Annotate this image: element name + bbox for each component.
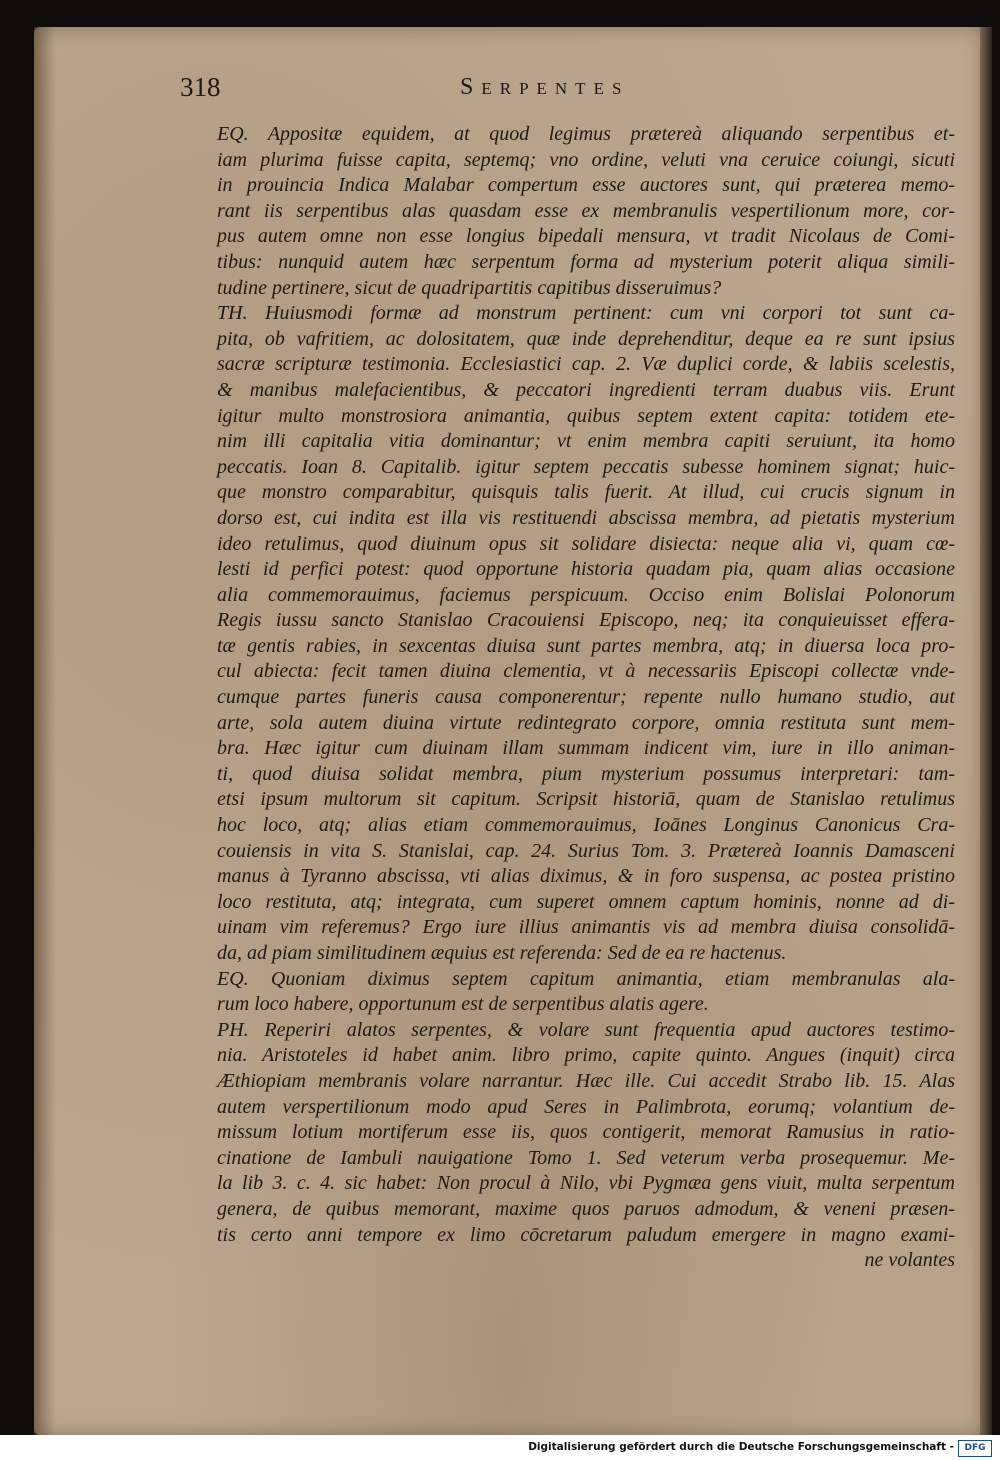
text-line: TH. Huiusmodi formæ ad monstrum pertinent: cum vni corpori tot sunt ca-	[217, 302, 955, 325]
text-line: la lib 3. c. 4. sic habet: Non procul à Nilo, vbi Pygmæa gens viuit, multa serpentum	[217, 1172, 955, 1195]
text-line: rant iis serpentibus alas quasdam esse ex membranulis vespertilionum more, cor-	[217, 199, 955, 222]
text-line: bra. Hæc igitur cum diuinam illam summam indicent vim, iure in illo animan-	[217, 737, 955, 760]
text-line: couiensis in vita S. Stanislai, cap. 24. Surius Tom. 3. Prætereà Ioannis Damasceni	[217, 839, 955, 862]
text-line: ideo retulimus, quod diuinum opus sit solidare disiecta: neque alia vi, quam cœ-	[217, 532, 955, 555]
text-line: hoc loco, atq; alias etiam commemorauimus, Ioānes Longinus Canonicus Cra-	[217, 814, 955, 837]
text-line: pita, ob vafritiem, ac dolositatem, quæ inde deprehenditur, deque ea re sunt ipsius	[217, 327, 955, 350]
page-header	[180, 60, 770, 110]
text-line: lesti id perfici potest: quod opportune historia quadam pia, quam alias occasione	[217, 558, 955, 581]
text-line: rum loco habere, opportunum est de serpentibus alatis agere.	[217, 993, 709, 1016]
text-line: Regis iussu sancto Stanislao Cracouiensi Episcopo, neq; ita conquieuisset effera-	[217, 609, 955, 632]
running-head: Serpentes	[460, 74, 630, 100]
text-line: cinatione de Iambuli nauigatione Tomo 1. Sed veterum verba prosequemur. Me-	[217, 1146, 955, 1169]
text-line: tis certo anni tempore ex limo cōcretarum paludum emergere in magno exami-	[217, 1223, 955, 1246]
catchword: ne volantes	[864, 1249, 955, 1272]
text-line: igitur multo monstrosiora animantia, quibus septem extent capita: totidem ete-	[217, 404, 955, 427]
footer-bar	[0, 1435, 1000, 1460]
text-line: sacræ scripturæ testimonia. Ecclesiastici cap. 2. Væ duplici corde, & labiis scelestis,	[217, 353, 955, 376]
page-gutter-shadow	[34, 27, 56, 1435]
text-line: dorso est, cui indita est illa vis restituendi abscissa membra, ad pietatis mysterium	[217, 506, 955, 529]
text-line: iam plurima fuisse capita, septemq; vno ordine, veluti vna ceruice coiungi, sicuti	[217, 148, 955, 171]
dfg-logo: DFG	[958, 1440, 992, 1457]
text-line: & manibus malefacientibus, & peccatori ingredienti terram duabus viis. Erunt	[217, 378, 955, 401]
text-line: tudine pertinere, sicut de quadripartitis capitibus disseruimus?	[217, 276, 722, 299]
text-line: da, ad piam similitudinem æquius est referenda: Sed de ea re hactenus.	[217, 942, 787, 964]
funding-credit: Digitalisierung gefördert durch die Deutsche Forschungsgemeinschaft -	[528, 1441, 954, 1453]
text-line: que monstro comparabitur, quisquis talis fuerit. At illud, cui crucis signum in	[217, 481, 955, 504]
text-line: loco restituta, atq; integrata, cum superet omnem captum hominis, nonne ad di-	[217, 890, 955, 913]
text-line: autem verspertilionum modo apud Seres in Palimbrota, eorumq; volantium de-	[217, 1095, 955, 1118]
text-line: in prouincia Indica Malabar compertum esse auctores sunt, qui præterea memo-	[217, 174, 955, 197]
page-edge	[980, 27, 992, 1435]
text-line: pus autem omne non esse longius bipedali mensura, vt tradit Nicolaus de Comi-	[217, 225, 955, 248]
text-line: alia commemorauimus, faciemus perspicuum. Occiso enim Bolislai Polonorum	[217, 583, 955, 606]
body-text	[217, 122, 955, 1274]
text-line: EQ. Appositæ equidem, at quod legimus prætereà aliquando serpentibus et-	[217, 123, 955, 145]
text-line: etsi ipsum multorum sit capitum. Scripsit historiā, quam de Stanislao retulimus	[217, 788, 955, 811]
text-line: Æthiopiam membranis volare narrantur. Hæc ille. Cui accedit Strabo lib. 15. Alas	[217, 1069, 955, 1092]
text-line: EQ. Quoniam diximus septem capitum animantia, etiam membranulas ala-	[217, 967, 955, 990]
text-line: missum lotium mortiferum esse iis, quos contigerit, memorat Ramusius in ratio-	[217, 1121, 955, 1144]
text-line: genera, de quibus memorant, maxime quos paruos admodum, & veneni præsen-	[217, 1197, 955, 1220]
text-line: PH. Reperiri alatos serpentes, & volare sunt frequentia apud auctores testimo-	[217, 1018, 955, 1041]
text-line: cul abiecta: fecit tamen diuina clementia, vt à necessariis Episcopi collectæ vnde-	[217, 660, 955, 683]
page-number: 318	[180, 72, 221, 102]
text-line: arte, sola autem diuina virtute redintegrato corpore, omnia restituta sunt mem-	[217, 711, 955, 734]
text-line: nim illi capitalia vitia dominantur; vt enim membra capiti seruiunt, ita homo	[217, 430, 955, 453]
text-line: peccatis. Ioan 8. Capitalib. igitur septem peccatis subesse hominem signat; huic-	[217, 455, 955, 478]
text-line: uinam vim referemus? Ergo iure illius animantis vis ad membra diuisa consolidā-	[217, 916, 955, 939]
text-line: cumque partes funeris causa componerentur; repente nullo humano studio, aut	[217, 686, 955, 709]
text-line: nia. Aristoteles id habet anim. libro primo, capite quinto. Angues (inquit) circa	[217, 1044, 955, 1067]
text-line: tibus: nunquid autem hæc serpentum forma ad mysterium poterit aliqua simili-	[217, 250, 955, 273]
text-line: manus à Tyranno abscissa, vti alias diximus, & in foro suspensa, ac postea pristino	[217, 865, 955, 888]
text-line: ti, quod diuisa solidat membra, pium mysterium possumus interpretari: tam-	[217, 762, 955, 785]
text-line: tæ gentis rabies, in sexcentas diuisa sunt partes membra, atq; in diuersa loca pro-	[217, 634, 955, 657]
